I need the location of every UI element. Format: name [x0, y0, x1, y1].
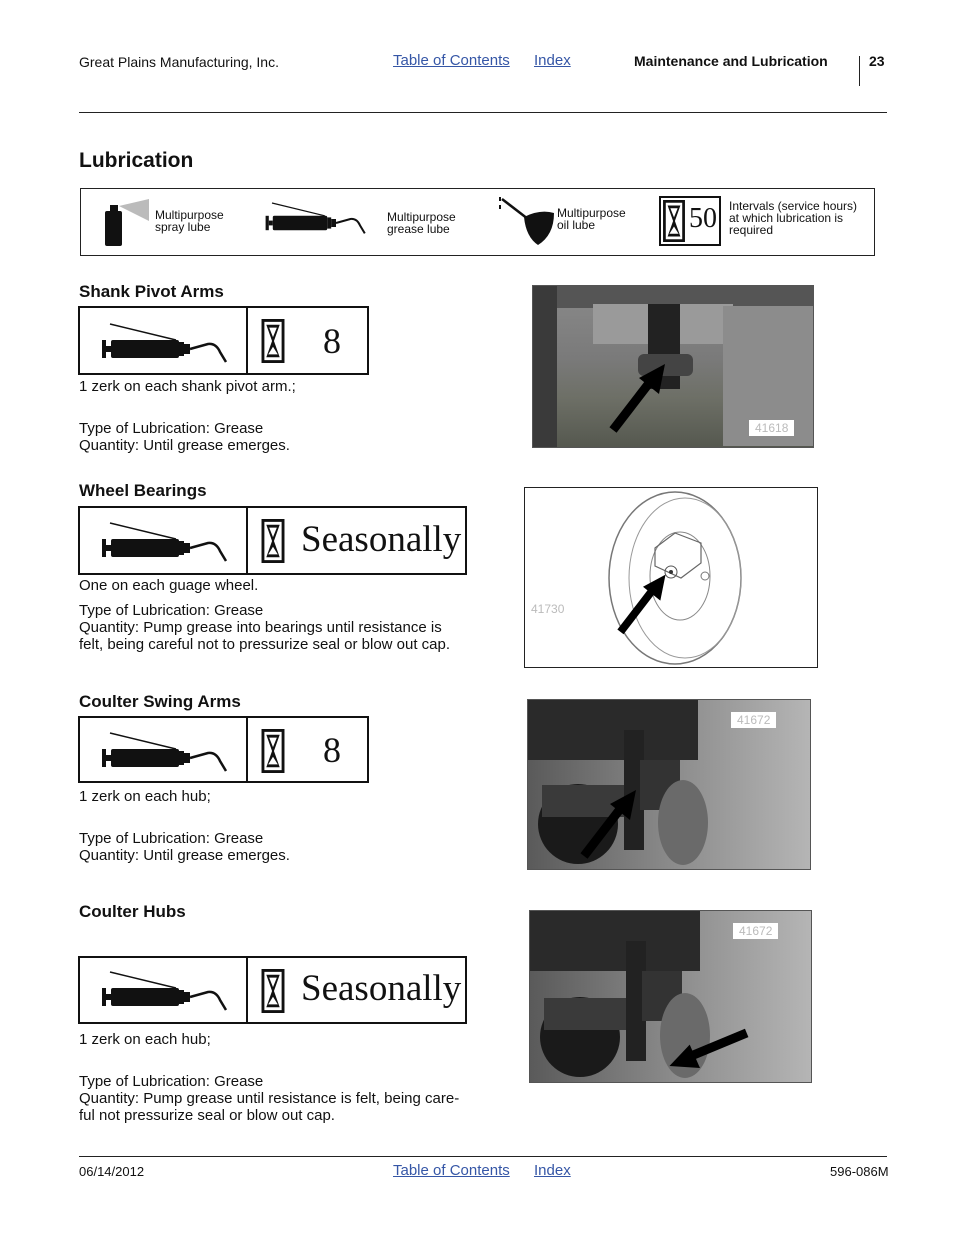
footer-toc-link[interactable]: Table of Contents	[393, 1162, 510, 1179]
wheel-bearings-heading: Wheel Bearings	[79, 481, 207, 500]
coulter-hubs-lube-box	[78, 956, 467, 1024]
arrow-icon	[609, 364, 669, 434]
coulter-hubs-interval: Seasonally	[301, 968, 462, 1009]
photo-id: 41672	[731, 712, 776, 728]
index-link[interactable]: Index	[534, 52, 571, 69]
interval-legend-box	[659, 196, 721, 246]
coulter-hubs-heading: Coulter Hubs	[79, 902, 186, 921]
shank-pivot-arms-quantity: Quantity: Until grease emerges.	[79, 437, 290, 454]
footer-index-link[interactable]: Index	[534, 1162, 571, 1179]
wheel-bearings-location: One on each guage wheel.	[79, 577, 259, 594]
shank-pivot-arm-photo	[532, 285, 814, 448]
coulter-hubs-location: 1 zerk on each hub;	[79, 1031, 211, 1048]
coulter-swing-arms-location: 1 zerk on each hub;	[79, 788, 211, 805]
grease-gun-icon	[100, 521, 250, 565]
photo-id: 41618	[749, 420, 794, 436]
page-title: Lubrication	[79, 149, 194, 172]
shank-pivot-arms-lube-box	[78, 306, 369, 375]
interval-legend-label: Intervals (service hours) at which lubrication is required	[729, 199, 858, 237]
header-separator	[859, 56, 860, 86]
hourglass-icon	[261, 319, 285, 363]
arrow-icon	[580, 790, 640, 860]
toc-link[interactable]: Table of Contents	[393, 52, 510, 69]
wheel-bearings-lube-box	[78, 506, 467, 575]
spray-lube-label: Multipurpose spray lube	[155, 208, 224, 234]
gauge-wheel-drawing	[524, 487, 818, 668]
photo-id: 41730	[531, 602, 565, 616]
gauge-wheel-illustration	[525, 488, 817, 667]
page-number: 23	[869, 53, 885, 69]
wheel-bearings-type: Type of Lubrication: Grease	[79, 602, 264, 619]
shank-pivot-arms-interval: 8	[323, 321, 341, 361]
wheel-bearings-quantity: Quantity: Pump grease into bearings until resistance is felt, being careful not to pressurize seal or blow out cap.	[79, 619, 451, 653]
coulter-swing-arms-heading: Coulter Swing Arms	[79, 692, 241, 711]
shank-pivot-arms-location: 1 zerk on each shank pivot arm.;	[79, 378, 296, 395]
header-rule	[79, 112, 887, 113]
hourglass-icon	[261, 729, 285, 773]
hourglass-icon	[663, 200, 685, 242]
spray-can-icon	[103, 199, 151, 247]
company-name: Great Plains Manufacturing, Inc.	[79, 54, 279, 70]
coulter-swing-arms-type: Type of Lubrication: Grease	[79, 830, 264, 847]
footer-rule	[79, 1156, 887, 1157]
footer-doc-number: 596-086M	[830, 1164, 889, 1179]
arrow-icon	[668, 1012, 751, 1083]
grease-gun-icon	[100, 970, 250, 1014]
footer-date: 06/14/2012	[79, 1164, 145, 1179]
grease-lube-label: Multipurpose grease lube	[387, 210, 456, 236]
arrow-icon	[617, 570, 669, 640]
interval-legend-value: 50	[689, 203, 717, 234]
lubrication-legend	[80, 188, 875, 256]
coulter-swing-arm-photo	[527, 699, 811, 870]
section-title: Maintenance and Lubrication	[634, 53, 828, 69]
photo-id: 41672	[733, 923, 778, 939]
grease-gun-icon	[100, 322, 250, 366]
coulter-hub-photo	[529, 910, 812, 1083]
coulter-swing-arms-quantity: Quantity: Until grease emerges.	[79, 847, 290, 864]
shank-pivot-arms-heading: Shank Pivot Arms	[79, 282, 224, 301]
coulter-hubs-quantity: Quantity: Pump grease until resistance is felt, being care- ful not pressurize seal or blow out cap.	[79, 1090, 460, 1124]
oil-can-icon	[496, 195, 558, 249]
oil-lube-label: Multipurpose oil lube	[557, 206, 626, 232]
coulter-hubs-type: Type of Lubrication: Grease	[79, 1073, 264, 1090]
shank-pivot-arms-type: Type of Lubrication: Grease	[79, 420, 264, 437]
wheel-bearings-interval: Seasonally	[301, 519, 462, 560]
hourglass-icon	[261, 519, 285, 563]
grease-gun-icon	[100, 731, 250, 775]
grease-gun-icon	[264, 197, 384, 241]
coulter-swing-arms-interval: 8	[323, 730, 341, 770]
coulter-swing-arms-lube-box	[78, 716, 369, 783]
hourglass-icon	[261, 969, 285, 1013]
